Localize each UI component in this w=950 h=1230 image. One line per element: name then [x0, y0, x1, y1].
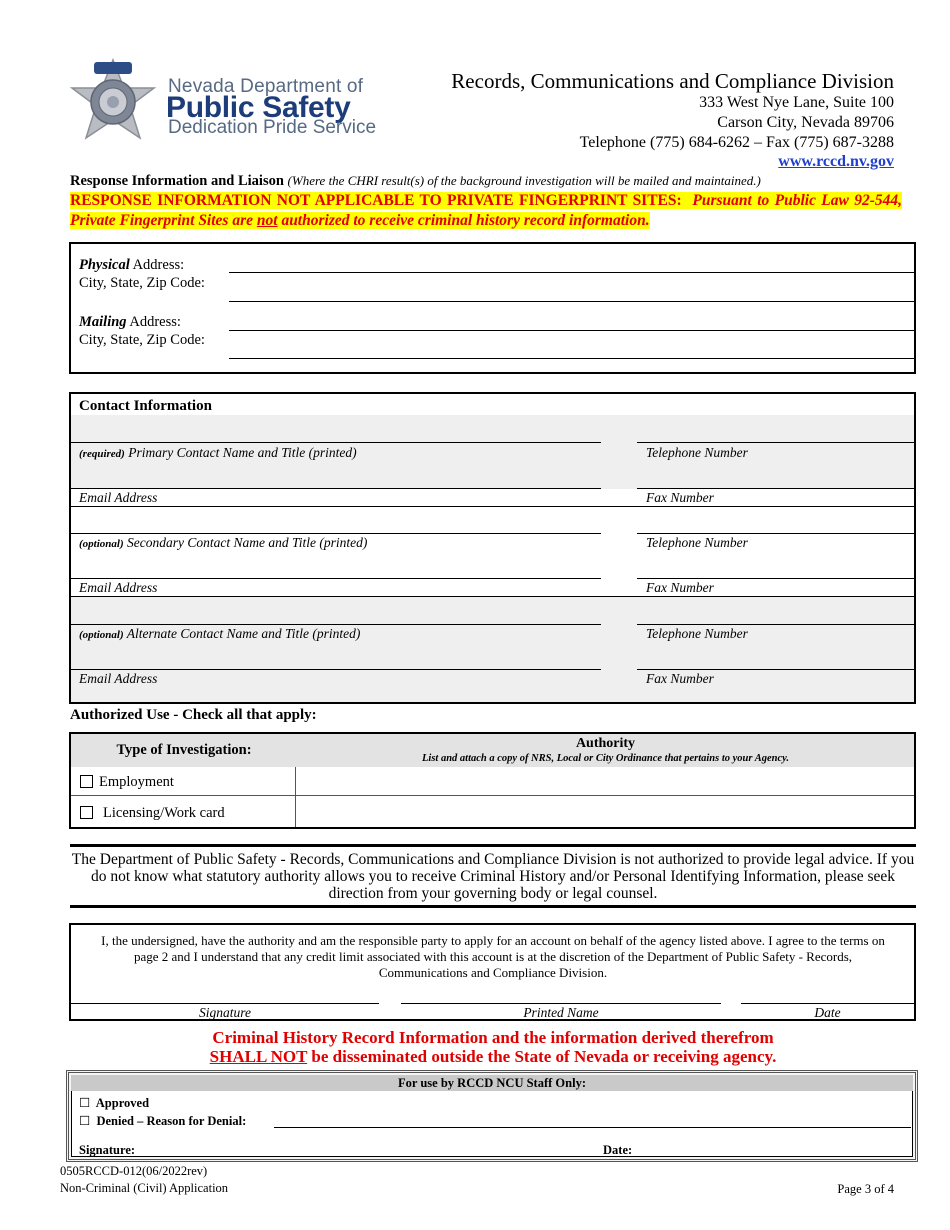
alternate-fax-field[interactable] [637, 669, 914, 670]
licensing-label: Licensing/Work card [103, 805, 225, 821]
warning-law-a: Pursuant to Public Law 92-544, Private Fingerprint Sites are [70, 192, 902, 229]
contact-box [69, 392, 916, 704]
licensing-checkbox[interactable] [80, 806, 93, 819]
legal-advice-notice: The Department of Public Safety - Records, Communications and Compliance Division is not authorized to provide legal advice. If you do not know what statutory authority allows you to receive Criminal History and/or Personal Identifying Information, please seek direction from your governing body or legal counsel. [71, 851, 915, 902]
agreement-box [69, 923, 916, 1021]
physical-address-field[interactable] [229, 272, 915, 273]
primary-phone-label: Telephone Number [646, 445, 748, 460]
logo-text-motto: Dedication Pride Service [168, 117, 377, 138]
secondary-email-field[interactable] [71, 578, 601, 579]
logo-text-department: Nevada Department of [168, 76, 364, 97]
mailing-address-label: Mailing Address: [79, 314, 181, 330]
secondary-email-label: Email Address [79, 580, 158, 595]
secondary-phone-label: Telephone Number [646, 535, 748, 550]
form-name: Non-Criminal (Civil) Application [60, 1181, 229, 1195]
private-sites-warning [70, 191, 902, 231]
employment-authority-field[interactable] [297, 768, 913, 794]
primary-name-field[interactable] [71, 442, 601, 443]
date-field[interactable] [741, 1003, 914, 1004]
website-link[interactable]: www.rccd.nv.gov [778, 153, 894, 170]
contact-title: Contact Information [79, 398, 212, 414]
dissemination-warning [70, 1028, 916, 1066]
primary-email-field[interactable] [71, 488, 601, 489]
warning-caps: RESPONSE INFORMATION NOT APPLICABLE TO PRIVATE FINGERPRINT SITES: [70, 192, 682, 209]
primary-email-label: Email Address [79, 490, 158, 505]
address-line-1: 333 West Nye Lane, Suite 100 [699, 94, 894, 111]
authorized-heading: Authorized Use - Check all that apply: [70, 707, 317, 723]
warning-not: not [256, 212, 278, 229]
alternate-name-field[interactable] [71, 624, 601, 625]
dissemination-line-1: Criminal History Record Information and the information derived therefrom [212, 1028, 774, 1047]
employment-label: Employment [99, 774, 174, 790]
column-divider [295, 767, 296, 827]
denied-option[interactable]: ☐ Denied – Reason for Denial: [79, 1114, 247, 1128]
response-heading-title: Response Information and Liaison [70, 173, 284, 189]
staff-signature-label: Signature: [79, 1143, 136, 1157]
division-title: Records, Communications and Compliance Division [451, 69, 894, 93]
licensing-row[interactable] [80, 804, 225, 822]
response-heading-note: (Where the CHRI result(s) of the background investigation will be mailed and maintained.) [287, 173, 761, 188]
notice-bottom-rule [70, 905, 916, 908]
physical-address-label: Physical Address: [79, 257, 185, 273]
physical-city-field[interactable] [229, 301, 915, 302]
employment-checkbox[interactable] [80, 775, 93, 788]
secondary-phone-field[interactable] [637, 533, 914, 534]
response-heading [70, 173, 761, 190]
authorized-table [69, 732, 916, 829]
dissemination-line-2: SHALL NOT be disseminated outside the State of Nevada or receiving agency. [209, 1047, 777, 1066]
address-line-2: Carson City, Nevada 89706 [717, 114, 894, 131]
staff-date-label: Date: [603, 1143, 633, 1157]
staff-use-title: For use by RCCD NCU Staff Only: [71, 1075, 913, 1091]
alternate-email-label: Email Address [79, 671, 158, 686]
alternate-phone-label: Telephone Number [646, 626, 748, 641]
secondary-name-field[interactable] [71, 533, 601, 534]
notice-top-rule [70, 844, 916, 847]
signature-field[interactable] [71, 1003, 379, 1004]
divider [71, 506, 914, 507]
warning-law-b: authorized to receive criminal history record information. [281, 212, 650, 229]
signature-label: Signature [199, 1005, 251, 1020]
mailing-address-field[interactable] [229, 330, 915, 331]
mailing-city-field[interactable] [229, 358, 915, 359]
primary-name-label: (required) Primary Contact Name and Title (printed) [79, 445, 357, 460]
agreement-text: I, the undersigned, have the authority and am the responsible party to apply for an account on behalf of the agency listed above. I agree to the terms on page 2 and I understand that any credit limit associated with this account is at the discretion of the Department of Public Safety - Records, Communications and Compliance Division. [101, 933, 885, 980]
mailing-city-label: City, State, Zip Code: [79, 332, 205, 348]
primary-fax-label: Fax Number [646, 490, 714, 505]
staff-use-box [66, 1070, 918, 1162]
secondary-fax-label: Fax Number [646, 580, 714, 595]
alternate-phone-field[interactable] [637, 624, 914, 625]
alternate-fax-label: Fax Number [646, 671, 714, 686]
phone-fax: Telephone (775) 684-6262 – Fax (775) 687-3288 [579, 134, 894, 151]
type-header: Type of Investigation: [116, 742, 252, 758]
printed-name-label: Printed Name [523, 1005, 599, 1020]
alternate-email-field[interactable] [71, 669, 601, 670]
primary-fax-field[interactable] [637, 488, 914, 489]
licensing-authority-field[interactable] [297, 797, 913, 826]
physical-city-label: City, State, Zip Code: [79, 275, 205, 291]
authority-header: Authority [575, 736, 636, 751]
divider [71, 795, 914, 796]
address-box [69, 242, 916, 374]
authority-subheader: List and attach a copy of NRS, Local or City Ordinance that pertains to your Agency. [421, 753, 790, 764]
date-label: Date [814, 1005, 841, 1020]
approved-option[interactable]: ☐ Approved [79, 1096, 150, 1110]
logo-text-public-safety: Public Safety [166, 91, 351, 124]
page-number: Page 3 of 4 [837, 1182, 894, 1196]
form-number: 0505RCCD-012(06/2022rev) [60, 1164, 208, 1178]
alternate-contact-block [71, 597, 914, 702]
secondary-name-label: (optional) Secondary Contact Name and Title (printed) [79, 535, 368, 550]
printed-name-field[interactable] [401, 1003, 721, 1004]
primary-phone-field[interactable] [637, 442, 914, 443]
alternate-name-label: (optional) Alternate Contact Name and Title (printed) [79, 626, 361, 641]
divider [71, 596, 914, 597]
denial-reason-field[interactable] [274, 1127, 911, 1128]
dps-badge-logo [68, 58, 158, 154]
secondary-fax-field[interactable] [637, 578, 914, 579]
employment-row[interactable] [80, 773, 174, 791]
